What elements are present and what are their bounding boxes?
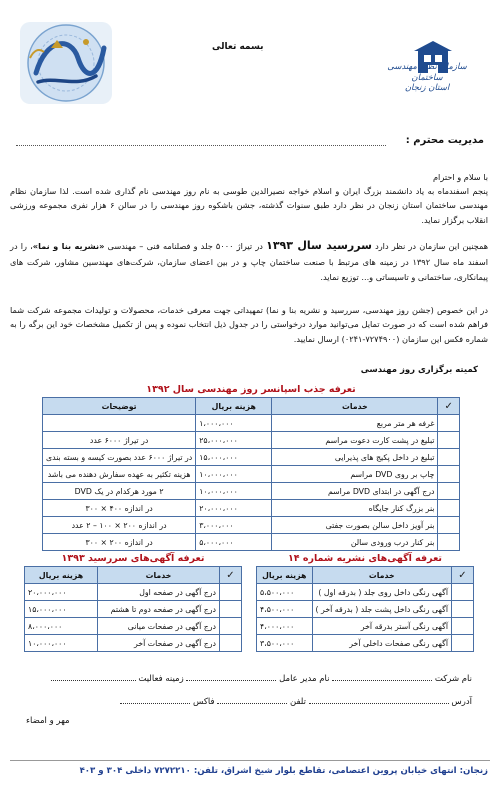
cost-cell: ۲۵،۰۰۰،۰۰۰: [196, 432, 272, 449]
paragraph-3: در این خصوص (جشن روز مهندسی، سررسید و نشریه بنا و نما) تمهیداتی جهت معرفی خدمات، محصولات و تولیدات مجموعه شرکت شما فراهم شده است که در صورت تمایل می‌توانید موارد درخواستی را در جدول ذیل انتخاب نموده و پس از تکمیل مشخصات خود این برگه را به شماره فکس این سازمان (۷۲۷۴۹۰۰-۰۲۴۱) ارسال نمایید.: [10, 305, 488, 344]
main_table-row: [43, 534, 460, 551]
cost-cell: ۴،۵۰۰،۰۰۰: [257, 601, 313, 618]
fax-label: فاکس: [193, 697, 215, 707]
cost-header: هزینه بریال: [196, 398, 272, 415]
footer-divider: [10, 760, 490, 761]
magazine-table-header: [257, 567, 474, 584]
select-checkbox-cell[interactable]: [452, 635, 474, 652]
cost-cell: ۱۰،۰۰۰،۰۰۰: [25, 635, 98, 652]
service-cell: بنر آویز داخل سالن بصورت جفتی: [272, 517, 438, 534]
main_table-row: [43, 517, 460, 534]
cost-cell: ۴،۰۰۰،۰۰۰: [257, 618, 313, 635]
phone-field[interactable]: [217, 695, 287, 704]
service-cell: تبلیغ در پشت کارت دعوت مراسم: [272, 432, 438, 449]
cost-cell: ۳،۰۰۰،۰۰۰: [196, 517, 272, 534]
description-cell: در اندازه ۲۰۰ × ۱۰۰ – ۲ عدد: [43, 517, 196, 534]
paragraph-2-a: همچنین این سازمان در نظر دارد: [371, 241, 489, 251]
main_table-row: [43, 500, 460, 517]
main_table-row: [43, 466, 460, 483]
check-header: ✓: [452, 567, 474, 584]
service-cell: آگهی رنگی صفحات داخلی آخر: [312, 635, 451, 652]
service-cell: آگهی رنگی داخل پشت جلد ( بدرقه آخر ): [312, 601, 451, 618]
cost-cell: ۲۰،۰۰۰،۰۰۰: [25, 584, 98, 601]
magazine_table-row: [257, 584, 474, 601]
service-cell: غرفه هر متر مربع: [272, 415, 438, 432]
form-row-1: [51, 672, 472, 684]
cost-cell: ۱۰،۰۰۰،۰۰۰: [196, 483, 272, 500]
service-cell: درج آگهی در صفحه اول: [98, 584, 220, 601]
service-cell: آگهی رنگی داخل روی جلد ( بدرقه اول ): [312, 584, 451, 601]
engineering-day-logo: [16, 18, 116, 108]
paragraph-2-c: ، را در اسفند ماه سال ۱۳۹۲ در زمینه های مرتبط با صنعت ساختمان چاپ و در بین اعضای سازمان، شرکت‌های مهندسین مشاور، شرکت های پیمانکاری، ساختمانی و تاسیساتی و... توزیع نماید.: [10, 241, 488, 282]
service-cell: بنر بزرگ کنار جایگاه: [272, 500, 438, 517]
main_table-row: [43, 483, 460, 500]
service-cell: تبلیغ در داخل پکیج های پذیرایی: [272, 449, 438, 466]
services-header: خدمات: [272, 398, 438, 415]
select-checkbox-cell[interactable]: [438, 415, 460, 432]
footer-address: زنجان: انتهای خیابان پروین اعتصامی، تقاطع بلوار شیخ اشراق، تلفن: ۷۲۷۲۲۱۰ داخلی ۳۰۴ و ۴۰۳: [79, 766, 488, 776]
calendar_table-row: [25, 601, 242, 618]
service-cell: بنر کنار درب ورودی سالن: [272, 534, 438, 551]
service-cell: درج آگهی در صفحات آخر: [98, 635, 220, 652]
sponsor-table: [42, 397, 460, 551]
calendar_table-row: [25, 635, 242, 652]
select-checkbox-cell[interactable]: [220, 618, 242, 635]
manager-label: نام مدیر عامل: [279, 674, 330, 684]
check-header: ✓: [220, 567, 242, 584]
paragraph-2: [10, 236, 488, 284]
calendar_table-row: [25, 584, 242, 601]
select-checkbox-cell[interactable]: [452, 601, 474, 618]
select-checkbox-cell[interactable]: [438, 534, 460, 551]
select-checkbox-cell[interactable]: [438, 500, 460, 517]
stamp-label: مهر و امضاء: [26, 716, 70, 726]
company-field[interactable]: [332, 672, 432, 681]
calendar-table-header: [25, 567, 242, 584]
magazine-table-title: تعرفه آگهی‌های نشریه شماره ۱۴: [287, 553, 442, 564]
check-header: ✓: [438, 398, 460, 415]
cost-cell: ۲۰،۰۰۰،۰۰۰: [196, 500, 272, 517]
select-checkbox-cell[interactable]: [438, 483, 460, 500]
main_table-row: [43, 432, 460, 449]
calendar-table: [24, 566, 242, 652]
description-cell: ۲ مورد هرکدام در یک DVD: [43, 483, 196, 500]
select-checkbox-cell[interactable]: [220, 601, 242, 618]
paragraph-2-b: در تیراژ ۵۰۰۰ جلد و فصلنامه فنی – مهندسی: [104, 241, 267, 251]
description-cell: در اندازه ۴۰۰ × ۳۰۰: [43, 500, 196, 517]
description-cell: در تیراژ ۶۰۰۰ عدد: [43, 432, 196, 449]
company-label: نام شرکت: [434, 674, 472, 684]
main_table-row: [43, 449, 460, 466]
description-cell: در اندازه ۲۰۰ × ۳۰۰: [43, 534, 196, 551]
phone-label: تلفن: [290, 697, 306, 707]
calendar-table-title: تعرفه آگهی‌های سررسید ۱۳۹۳: [61, 553, 205, 564]
form-row-2: [120, 695, 472, 707]
salutation-text: مدیریت محترم: [413, 135, 484, 146]
services-header: خدمات: [98, 567, 220, 584]
cost-header: هزینه بریال: [257, 567, 313, 584]
calendar_table-row: [25, 618, 242, 635]
select-checkbox-cell[interactable]: [220, 635, 242, 652]
magazine-table: [256, 566, 474, 652]
paragraph-2-magazine: «نشریه بنا و نما»: [32, 241, 105, 251]
paragraph-2-calendar: سررسید سال ۱۳۹۳: [266, 239, 372, 252]
cost-cell: ۱۵،۰۰۰،۰۰۰: [196, 449, 272, 466]
select-checkbox-cell[interactable]: [438, 517, 460, 534]
cost-header: هزینه بریال: [25, 567, 98, 584]
activity-label: زمینه فعالیت: [138, 674, 184, 684]
select-checkbox-cell[interactable]: [220, 584, 242, 601]
service-cell: درج آگهی در صفحه دوم تا هشتم: [98, 601, 220, 618]
magazine_table-row: [257, 635, 474, 652]
organization-name: [372, 62, 482, 94]
address-label: آدرس: [451, 697, 472, 707]
activity-field[interactable]: [51, 672, 136, 681]
service-cell: درج آگهی در صفحات میانی: [98, 618, 220, 635]
cost-cell: ۳،۵۰۰،۰۰۰: [257, 635, 313, 652]
main_table-row: [43, 415, 460, 432]
service-cell: درج آگهی در ابتدای DVD مراسم: [272, 483, 438, 500]
description-cell: [43, 415, 196, 432]
cost-cell: ۱۵،۰۰۰،۰۰۰: [25, 601, 98, 618]
cost-cell: ۱۰،۰۰۰،۰۰۰: [196, 466, 272, 483]
fax-field[interactable]: [120, 695, 190, 704]
magazine_table-row: [257, 601, 474, 618]
select-checkbox-cell[interactable]: [452, 618, 474, 635]
cost-cell: ۸،۰۰۰،۰۰۰: [25, 618, 98, 635]
service-cell: چاپ بر روی DVD مراسم: [272, 466, 438, 483]
select-checkbox-cell[interactable]: [452, 584, 474, 601]
services-header: خدمات: [312, 567, 451, 584]
service-cell: آگهی رنگی آستر بدرقه آخر: [312, 618, 451, 635]
organization-name-line1: سازمان نظام مهندسی ساختمان: [387, 62, 467, 83]
select-checkbox-cell[interactable]: [438, 432, 460, 449]
description-cell: هزینه تکثیر به عهده سفارش دهنده می باشد: [43, 466, 196, 483]
magazine_table-row: [257, 618, 474, 635]
description-header: توضیحات: [43, 398, 196, 415]
bismillah: بسمه تعالی: [212, 42, 264, 52]
committee-signature: کمیته برگزاری روز مهندسی: [360, 365, 478, 375]
paragraph-1: پنجم اسفندماه به یاد دانشمند بزرگ ایران و اسلام خواجه نصیرالدین طوسی به نام روز مهندسی نام گذاری شده است. لذا سازمان نظام مهندسی ساختمان استان زنجان در نظر دارد طبق سنوات گذشته، جشن باشکوه روز مهندسی را در سالن ۶ هزار نفری مجموعه ورزشی انقلاب برگزار نماید.: [10, 186, 489, 225]
salutation: مدیریت محترم :: [405, 135, 484, 146]
select-checkbox-cell[interactable]: [438, 449, 460, 466]
organization-name-line2: استان زنجان: [404, 83, 450, 94]
greeting: با سلام و احترام: [432, 172, 488, 182]
description-cell: در تیراژ ۶۰۰۰ عدد بصورت کیسه و بسته بندی: [43, 449, 196, 466]
cost-cell: ۵،۰۰۰،۰۰۰: [196, 534, 272, 551]
cost-cell: ۱،۰۰۰،۰۰۰: [196, 415, 272, 432]
recipient-dotted-line: [16, 145, 386, 146]
stamp-row: [26, 716, 70, 726]
manager-field[interactable]: [186, 672, 276, 681]
select-checkbox-cell[interactable]: [438, 466, 460, 483]
sponsor-table-title: تعرفه جذب اسپانسر روز مهندسی سال ۱۳۹۲: [146, 384, 356, 395]
address-field[interactable]: [309, 695, 449, 704]
cost-cell: ۵،۵۰۰،۰۰۰: [257, 584, 313, 601]
sponsor-table-header: [43, 398, 460, 415]
